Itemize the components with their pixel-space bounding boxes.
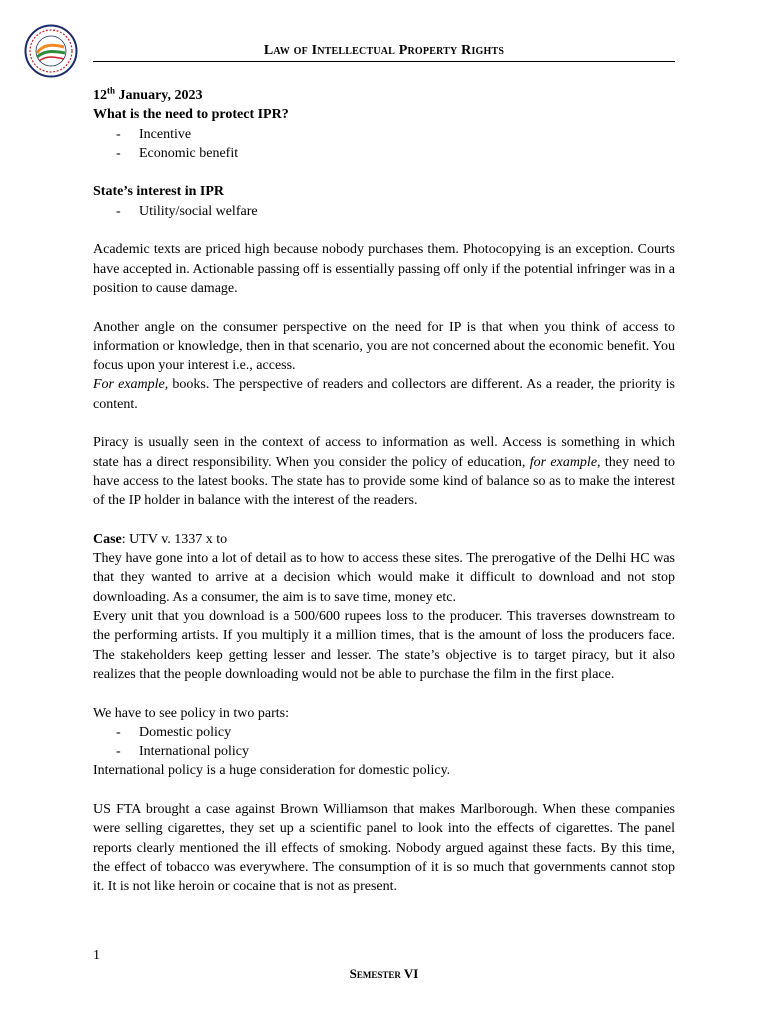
list-item-text: Domestic policy <box>139 724 232 740</box>
paragraph-text: , books. The perspective of readers and collectors are different. As a reader, the priority is content. <box>93 377 675 412</box>
dash-bullet: - <box>116 126 121 142</box>
need-list <box>93 125 675 164</box>
dash-bullet: - <box>116 744 121 760</box>
date-day: 12 <box>93 88 107 103</box>
page-number: 1 <box>93 948 100 963</box>
policy-intro: We have to see policy in two parts: <box>93 705 289 721</box>
date-heading <box>93 86 675 105</box>
policy-list <box>93 723 675 762</box>
dash-bullet: - <box>116 724 121 740</box>
paragraph-delhi-hc: They have gone into a lot of detail as to how to access these sites. The prerogative of the Delhi HC was that they wanted to arrive at a decision which would make it difficult to download and not stop downloading. As a consumer, the aim is to save time, money etc. <box>93 551 675 605</box>
list-item <box>93 144 675 163</box>
question-heading: What is the need to protect IPR? <box>93 107 289 123</box>
list-item-text: Utility/social welfare <box>139 203 258 219</box>
paragraph-books-example <box>93 375 675 414</box>
list-item <box>93 742 675 761</box>
paragraph-academic-texts: Academic texts are priced high because nobody purchases them. Photocopying is an exception. Courts have accepted in. Actionable passing off is essentially passing off only if the potential infringer was in a position to cause damage. <box>93 242 675 296</box>
case-name: : UTV v. 1337 x to <box>121 531 228 547</box>
paragraph-text: Piracy is usually seen in the context of access to information as well. Access is something in which state has a direct responsibility. When you consider the policy of education, <box>93 435 675 470</box>
dash-bullet: - <box>116 145 121 161</box>
list-item <box>93 202 675 221</box>
list-item <box>93 723 675 742</box>
case-label: Case <box>93 531 122 547</box>
italic-for-example: For example <box>93 377 165 393</box>
header-title: Law of Intellectual Property Rights <box>263 43 505 58</box>
college-seal-logo <box>24 24 78 78</box>
paragraph-consumer-perspective: Another angle on the consumer perspective on the need for IP is that when you think of access to information or knowledge, then in that scenario, you are not concerned about the economic benefit. You focus upon your interest i.e., access. <box>93 319 675 374</box>
case-heading <box>93 530 675 549</box>
paragraph-text: , they need to have access to the latest books. The state has to provide some kind of balance so as to make the interest of the IP holder in balance with the interest of the readers. <box>93 454 676 509</box>
list-item-text: Incentive <box>139 126 192 142</box>
policy-note: International policy is a huge consideration for domestic policy. <box>93 763 451 779</box>
list-item-text: Economic benefit <box>139 145 239 161</box>
document-body <box>93 86 675 896</box>
date-rest: January, 2023 <box>115 88 203 103</box>
dash-bullet: - <box>116 203 121 219</box>
italic-for-example: for example <box>529 454 598 470</box>
paragraph-us-fta: US FTA brought a case against Brown Williamson that makes Marlborough. When these companies were selling cigarettes, they set up a scientific panel to look into the effects of cigarettes. The panel reports clearly mentioned the ill effects of smoking. Nobody argued against these facts. By this time, the effect of tobacco was everywhere. The consumption of it is so much that governments cannot stop it. It is not like heroin or cocaine that is not as present. <box>93 801 675 895</box>
header-divider <box>93 61 675 62</box>
date-suffix: th <box>107 85 116 96</box>
paragraph-piracy <box>93 433 675 510</box>
paragraph-producer-loss: Every unit that you download is a 500/600 rupees loss to the producer. This traverses downstream to the performing artists. If you multiply it a million times, that is the amount of loss the producers face. The stakeholders keep getting lesser and lesser. The state’s objective is to target piracy, but it also realizes that the people downloading would not be able to purchase the film in the first place. <box>93 609 675 682</box>
list-item <box>93 125 675 144</box>
state-interest-heading: State’s interest in IPR <box>93 184 225 200</box>
state-interest-list <box>93 202 675 221</box>
footer-semester: Semester VI <box>349 966 419 981</box>
list-item-text: International policy <box>139 744 250 760</box>
